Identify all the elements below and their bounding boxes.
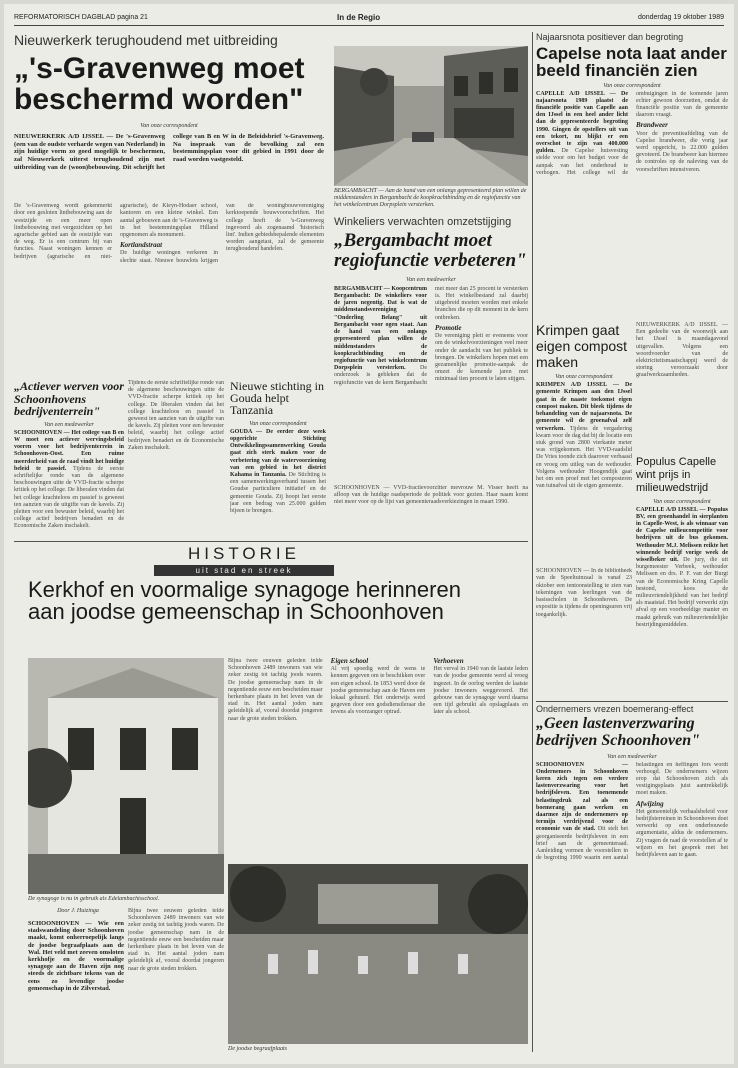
article-kicker: Winkeliers verwachten omzetstijging <box>334 216 512 228</box>
article-text: De 's-Gravenweg wordt gekenmerkt door een gesloten lintbebouwing aan de westzijde en een meer open lintbebouwing met vergezichten op het agrarische gebied aan de oostzijde van de weg. Er is een centrum bij van functies. Naast woningen kennen er bedrijven (agrarische en niet-agrarische), de Kleyn-Hodaer school, kantoren en een kleine winkel. Een aantal gebouwen aan de 's-Gravenweg is in het bestemmingsplan Hilland opgenomen als monument. <box>14 203 218 260</box>
article-headline: Krimpen gaat eigen compost maken <box>536 322 628 371</box>
photo-caption: De joodse begraafplaats <box>228 1046 287 1052</box>
article-body <box>14 203 324 377</box>
history-title: HISTORIE <box>188 544 300 563</box>
article-news-brief: SCHOONHOVEN — VVD-fractievoorzitter mevrouw M. Visser heeft na afloop van de huidige raadsperiode de politiek voor gezien. Haar naam komt niet meer voor op de lijst van gemeenteraadsverkiezingen in maart 1990. <box>334 484 528 506</box>
article-subhead: Brandweer <box>636 121 668 130</box>
article-lead: CAPELLE A/D IJSSEL — Populus BV, een groenhandel in sierplanten in Capelle-West, is als winnaar van de Capelse milieucompetitie voor bedrijven uit de bus gekomen. Wethouder M.J. Melissen reikte het winnende bedrijf vorige week de wisselbeker uit. <box>636 506 728 563</box>
article-text: De vereniging pleit er eveneens voor om de winkelvoorzieningen veel meer onder de aandacht van het publiek te brengen. De winkeliers hopen met een gezamenlijke promotie-aanpak de omzet de komende jaren met minimaal tien procent te laten stijgen. <box>435 333 528 383</box>
newspaper-page <box>4 4 734 1064</box>
article-news-brief: SCHOONHOVEN — In de bibliotheek van de Speeltuinzaal is vanaf 23 oktober een tentoonstelling te zien van tekeningen van leerlingen van de basisscholen in Schoonhoven. De expositie is tijdens de openingsuren vrij toegankelijk. <box>536 568 632 618</box>
article-lead: KRIMPEN A/D IJSSEL — De gemeente Krimpen aan den IJssel gaat in de naaste toekomst eigen compost maken. Dit bleek tijdens de behandeling van de najaarsnota. De gemeente wil de groenafval zelf verwerken. <box>536 382 632 432</box>
article-text: De huidige woningen verkeren in slechte staat. Nieuwe bouwlots krijgen van de woningbouwvereniging kerktoepende bouwvoorschriften. Het college heeft de 's-Gravenweg ingevoerd als zogenaamd 'historisch lint'. Indien gebiedsbepalende elementen worden aangetast, zal de gemeente terughoudend handelen. <box>120 203 324 264</box>
article-lead: SCHOONHOVEN — Ondernemers in Schoonhoven keren zich tegen een verdere lastenverzwaring voor het bedrijfsleven. Een toenemende belastingdruk zal als een boemerang gaan werken en daarmee zijn de ondernemers op termijn verdrijvend voor de economie van de stad. <box>536 761 628 833</box>
article-kicker: Najaarsnota positiever dan begroting <box>536 32 684 42</box>
article-text: Bijna twee eeuwen geleden telde Schoonhoven 2489 inwoners van wie zeker zestig tot tachtig joods waren. De joodse gemeenschap nam in de negentiende eeuw een bescheiden maar herkenbare plaats in het leven van de stad in. Het aantal joden nam geleidelijk af, vooral doordat jongeren naar de grote steden trokken. <box>228 658 323 722</box>
article-subhead: Kortlandstraat <box>120 241 163 250</box>
header-paper-name: REFORMATORISCH DAGBLAD pagina 21 <box>14 14 148 21</box>
article-gouda-tanzania <box>230 380 326 540</box>
article-lead: BERGAMBACHT — Koopcentrum Bergambacht: De winkeliers voor de jaren negentig. Dat is wat de middenstandsvereniging "Onderling Belang" uit Bergambacht voor ogen staat. Aan de hand van een onlangs gepresenteerd plan willen de middenstanders de koopkrachtbinding en de regiofunctie van het winkelcentrum Dorpsplein versterken. <box>334 285 427 372</box>
article-lead: GOUDA — De eerder deze week opgerichte Stichting Ontwikkelingssamenwerking Gouda gaat zich sterk maken voor de verbetering van de watervoorziening van een gebied in het district Kahama in Tanzania. <box>230 428 326 478</box>
article-lead: NIEUWERKERK A/D IJSSEL — De 's-Gravenweg (een van de oudste verharde wegen van Nederland) in zijn huidige vorm zo goed mogelijk te beschermen, zal Nieuwerkerk uiterst terughoudend zijn met uitbreiding van de (woon)bebouwing. Dit schrijft het college van B en W in de Beleidsbrief 's-Gravenweg. Na inspraak van de bevolking zal een bestemmingsplan voor dit gebied in 1991 door de raad worden vastgesteld. <box>14 133 324 171</box>
article-body <box>536 762 728 1042</box>
history-banner <box>154 544 334 576</box>
history-headline: Kerkhof en voormalige synagoge herinneren aan joodse gemeenschap in Schoonhoven <box>28 579 461 625</box>
section-divider <box>14 541 528 542</box>
article-schoonhoven-bedrijventerrein <box>14 380 124 540</box>
article-byline: Van onze correspondent <box>249 420 307 427</box>
article-body <box>636 507 728 687</box>
article-text: De Stichting is een samenwerkingsverband tussen het Goudse particuliere initiatief en de gemeente Gouda. Zij hoopt het eerste jaar een bedrag van 25.000 gulden bijeen te brengen. <box>230 471 326 514</box>
article-capelle-nota <box>536 32 728 322</box>
article-lastenverzwaring <box>536 704 728 1054</box>
article-kicker: Ondernemers vrezen boemerang-effect <box>536 704 694 714</box>
article-text: De Capelse huisvesting stelde voor om het budget voor de aanpak van het onderhoud te verhogen. Het college wil de ombuigingen in de komende jaren echter gewoon doorzetten, omdat de financiële positie van de gemeente daarom vraagt. <box>536 90 728 176</box>
article-byline: Van onze correspondent <box>555 374 613 381</box>
article-lead: SCHOONHOVEN — Wie een stadswandeling door Schoonhoven maakt, komt onherroepelijk langs de joodse begraafplaats aan de Wal. Het veld met zeeven omsloten kerkhofje en de voormalige synagoge aan de Haven zijn nog steeds de zichtbare tekens van de eens zo levendige joodse gemeenschap in de Zilverstad. <box>28 920 124 992</box>
article-text: Het verval in 1940 van de laatste leden van de joodse gemeente werd al vroeg ingezet. In de oorlog werden de laatste joodse inwoners weggevoerd. Het gebouw van de synagoge werd daarna een tijd gebruikt als opslagplaats en later als school. <box>433 666 528 716</box>
article-author: Door J. Huizinga <box>57 908 99 914</box>
article-headline: Capelse nota laat ander beeld financiën zien <box>536 44 727 81</box>
photo-cemetery <box>228 864 528 1044</box>
article-byline: Van onze correspondent <box>653 498 711 505</box>
article-text: Tijdens de eerste schriftelijke ronde van de algemene beschouwingen uitte de VVD-fractie scherpe kritiek op het college. De liberalen vinden dat het college krachteloos en passief is geweest ten aanzien van de uitgifte van de kavels. Zij pleiten voor een bewuster beleid, waarbij het college actief bedrijven benadert en de Economische Zaken inschakelt. <box>128 380 224 451</box>
article-text: Het gemeentelijk verhaalsbeleid voor bedrijfsterreinen in Schoonhoven doet verwerkt op een onderbouwde argumentatie, aldus de ondernemers. Zij vragen de raad de voorstellen af te wijzen en het gesprek met het bedrijfsleven aan te gaan. <box>636 808 728 859</box>
history-subtitle: uit stad en streek <box>154 565 334 576</box>
article-news-brief: NIEUWERKERK A/D IJSSEL — Een gedeelte van de woonwijk aan het IJssel is maandagavond uitgevallen. Volgens een woordvoerder van de elektriciteitsmaatschappij werd de storing veroorzaakt door graafwerkzaamheden. <box>636 322 728 379</box>
photo-caption: BERGAMBACHT — Aan de hand van een onlangs gepresenteerd plan willen de middenstanders in Bergambacht de koopkrachtbinding en de regiofunctie van het winkelcentrum Dorpsplein versterken. <box>334 188 527 208</box>
article-text: De jury, die uit burgemeester Verbeek, wethouder Melissen en drs. P. F. van der Burgt van de Economische Kring Capelle bestond, koos de milieuvriendelijkheid van het bedrijf als maatstaf. Het bedrijf verwerkt zijn afval op een voorbeeldige manier en maakt gebruik van milieuvriendelijke bestrijdingsmiddelen. <box>636 556 728 628</box>
article-byline: Van een medewerker <box>406 276 456 283</box>
article-subhead: Eigen school <box>330 658 369 665</box>
article-subhead: Promotie <box>435 323 462 332</box>
article-text: De onderzoek is gebleken dat de regiofunctie van de kern Bergambacht met meer dan 25 procent te versterken is. Het winkelbestand zal daarbij uitgebreid moeten worden met enkele branches die op dit moment in de kern ontbreken. <box>334 285 528 386</box>
article-body <box>230 429 326 529</box>
article-lead: CAPELLE A/D IJSSEL — De najaarsnota 1989 plaatst de financiële positie van Capelle aan den IJssel in een heel ander licht dan de gepresenteerde begroting 1990. Gingen de opstellers uit van een tekort, nu blijkt er een overschot te zijn van 400.000 gulden. <box>536 90 628 155</box>
header-date: donderdag 19 oktober 1989 <box>637 14 724 21</box>
article-text: Tijdens de vergadering kwam voor de dag dat bij de locatie een stuk grond van 2800 vierkante meter was vrijgekomen. Het VVD-raadslid De Vries toonde zich daarover verbaasd en vroeg om uitleg van de wethouder. Volgens wethouder Hoogendijk gaat het om een proef met het composteren van tuinafval uit de eigen gemeente. <box>536 425 632 490</box>
page-header <box>14 12 724 26</box>
article-body <box>14 430 124 540</box>
photo-bergambacht-street <box>334 46 528 186</box>
article-byline: Van een medewerker <box>607 753 657 760</box>
article-text: Dit stelt het georganiseerde bedrijfsleven in een brief aan de gemeenteraad. Aanleiding vormen de voorstellen in de begroting 1990 waarin een aantal belastingen en heffingen fors wordt verhoogd. De ondernemers wijzen erop dat Schoonhoven zich als vestigingsplaats juist aantrekkelijk moet maken. <box>536 761 728 862</box>
article-body <box>128 908 224 1058</box>
column-divider <box>532 32 533 1052</box>
article-subhead: Verhoeven <box>433 658 464 665</box>
article-headline: „'s-Gravenweg moet beschermd worden" <box>14 52 305 116</box>
article-gravenweg <box>14 32 324 377</box>
article-headline: „Bergambacht moet regiofunctie verbeteren" <box>334 230 527 271</box>
article-body <box>536 91 728 281</box>
article-body <box>334 286 528 481</box>
article-text: Al vrij spoedig werd de wens te kennen gegeven om te beschikken over een eigen school. In 1853 werd door de joodse gemeenschap aan de Haven een lokaal gehuurd. Het onderwijs werd gegeven door een godsdienstleraar die tevens als voorzanger optrad. <box>330 666 426 716</box>
article-text: Voor de preventieafdeling van de Capelse brandweer, die vorig jaar werd opgericht, is 22.000 gulden gevoteerd. De brandweer kan hiermee de controles op de naleving van de voorschriften intensiveren. <box>636 130 728 173</box>
header-section: In de Regio <box>337 13 381 22</box>
photo-synagogue <box>28 658 224 894</box>
article-byline: Van onze correspondent <box>140 123 198 130</box>
article-krimpen-compost <box>536 322 632 652</box>
article-kicker: Nieuwerkerk terughoudend met uitbreiding <box>14 32 278 48</box>
article-headline: Populus Capelle wint prijs in milieuwedstrijd <box>636 456 717 495</box>
article-byline: Van onze correspondent <box>603 82 661 89</box>
article-populus-capelle <box>636 456 728 701</box>
article-body <box>536 382 632 562</box>
article-bergambacht <box>334 216 528 536</box>
article-headline: „Actiever werven voor Schoonhovens bedrijventerrein" <box>14 380 124 419</box>
article-headline: Nieuwe stichting in Gouda helpt Tanzania <box>230 380 324 418</box>
article-continued <box>128 380 224 540</box>
article-headline: „Geen lastenverzwaring bedrijven Schoonhoven" <box>536 715 700 749</box>
section-divider <box>536 701 728 702</box>
article-text: Tijdens de eerste schriftelijke ronde van de algemene beschouwingen uitte de VVD-fractie scherpe kritiek op het college. De liberalen vinden dat het college krachteloos en passief is geweest ten aanzien van de uitgifte van de kavels. Zij pleiten voor een bewuster beleid, waarbij het college actief bedrijven benadert en de Economische Zaken inschakelt. <box>14 465 124 530</box>
article-text: Bijna twee eeuwen geleden telde Schoonhoven 2489 inwoners van wie zeker zestig tot tachtig joods waren. De joodse gemeenschap nam in de negentiende eeuw een bescheiden maar herkenbare plaats in het leven van de stad in. Het aantal joden nam geleidelijk af, vooral doordat jongeren naar de grote steden trokken. <box>128 908 224 972</box>
article-lead: SCHOONHOVEN — Het college van B en W moet een actiever wervingsbeleid voeren voor het bedrijventerrein in Schoonhoven-Oost. Een ruime meerderheid van de raad vindt het huidige beleid te passief. <box>14 429 124 472</box>
article-body <box>228 658 528 858</box>
article-subhead: Afwijzing <box>636 799 664 808</box>
article-byline: Van een medewerker <box>44 421 94 428</box>
photo-caption: De synagoge is nu in gebruik als Edelambachtsschool. <box>28 896 160 902</box>
